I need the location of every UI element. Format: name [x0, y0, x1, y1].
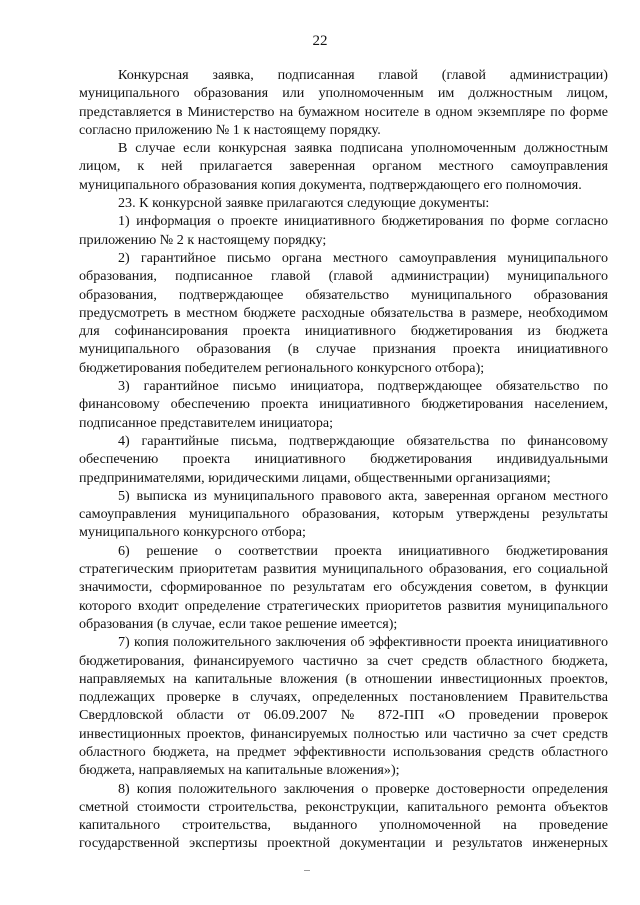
document-body	[79, 66, 608, 853]
paragraph-section-23-heading: 23. К конкурсной заявке прилагаются следующие документы:	[118, 195, 490, 212]
list-item-7: 7) копия положительного заключения об эффективности проекта инициативного бюджетирования, финансируемого частично за счет средств областного бюджета, направляемых на капитальные вложения (в отношении инвестиционных проектов, подлежащих проверке в случаях, определенных постановлением Правительства Свердловской области от 06.09.2007 № 872-ПП «О проведении проверок инвестиционных проектов, финансируемых полностью или частично за счет средств областного бюджета, на предмет эффективности использования средств областного бюджета, направляемых на капитальные вложения»);	[79, 634, 608, 779]
list-item-4: 4) гарантийные письма, подтверждающие обязательства по финансовому обеспечению проекта инициативного бюджетирования индивидуальными предпринимателями, юридическими лицами, общественными организациями;	[79, 432, 608, 486]
scan-speck	[304, 870, 310, 871]
list-item-5: 5) выписка из муниципального правового акта, заверенная органом местного самоуправления муниципального образования, которым утверждены результаты муниципального конкурсного отбора;	[79, 487, 608, 541]
paragraph-application-signature: Конкурсная заявка, подписанная главой (главой администрации) муниципального образования или уполномоченным им должностным лицом, представляется в Министерство на бумажном носителе в одном экземпляре по форме согласно приложению № 1 к настоящему порядку.	[79, 67, 608, 138]
list-item-6: 6) решение о соответствии проекта инициативного бюджетирования стратегическим приоритетам развития муниципального образования, его социальной значимости, сформированное по результатам его обсуждения советом, в функции которого входит определение стратегических приоритетов развития муниципального образования (в случае, если такое решение имеется);	[79, 542, 608, 632]
list-item-3: 3) гарантийное письмо инициатора, подтверждающее обязательство по финансовому обеспечению проекта инициативного бюджетирования населением, подписанное представителем инициатора;	[79, 378, 608, 431]
list-item-2: 2) гарантийное письмо органа местного самоуправления муниципального образования, подписанное главой (главой администрации) муниципального образования, подтверждающее обязательство муниципального образования предусмотреть в местном бюджете расходные обязательства в размере, необходимом для софинансирования проекта инициативного бюджетирования из бюджета муниципального образования (в случае признания проекта инициативного бюджетирования победителем регионального конкурсного отбора);	[79, 249, 608, 376]
list-item-8: 8) копия положительного заключения о проверке достоверности определения сметной стоимости строительства, реконструкции, капитального ремонта объектов капитального строительства, выданного уполномоченной на проведение государственной экспертизы проектной документации и результатов инженерных	[79, 780, 608, 852]
page-number: 22	[312, 33, 328, 49]
list-item-1: 1) информация о проекте инициативного бюджетирования по форме согласно приложению № 2 к настоящему порядку;	[79, 213, 608, 248]
paragraph-authorized-person: В случае если конкурсная заявка подписана уполномоченным должностным лицом, к ней прилагается заверенная органом местного самоуправления муниципального образования копия документа, подтверждающего его полномочия.	[79, 140, 608, 193]
